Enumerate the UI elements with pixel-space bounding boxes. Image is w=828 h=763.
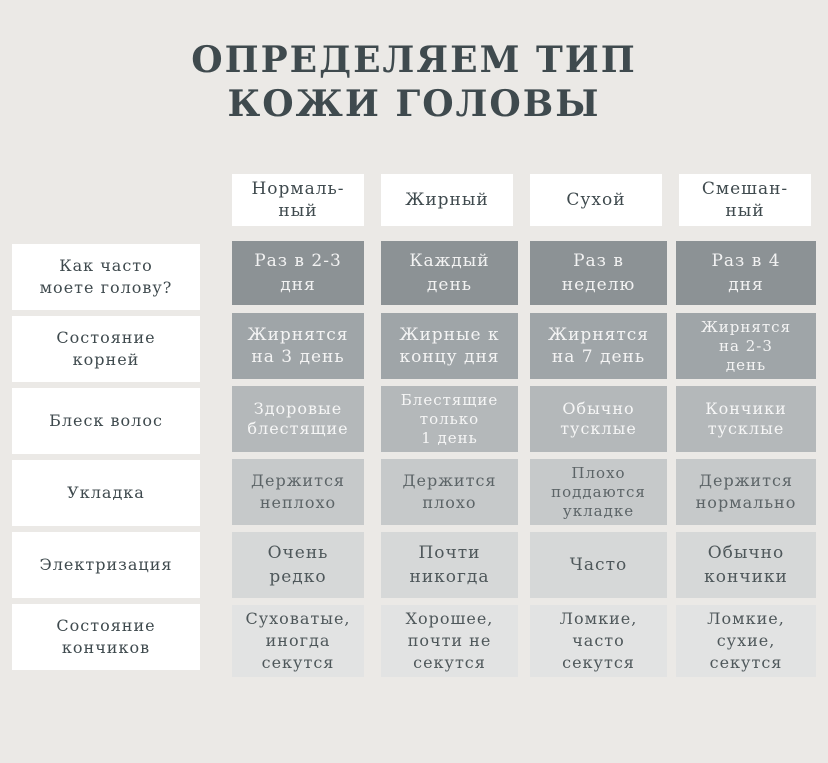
table-cell: Держится неплохо [232,459,364,525]
table-cell: Раз в неделю [530,241,667,305]
column-header-oily: Жирный [381,174,513,226]
row-header-styling: Укладка [12,460,200,526]
table-cell: Ломкие, сухие, секутся [676,605,816,677]
table-cell: Обычно кончики [676,532,816,598]
table-cell: Держится плохо [381,459,518,525]
column-header-dry: Сухой [530,174,662,226]
table-cell: Каждый день [381,241,518,305]
row-header-roots-condition: Состояние корней [12,316,200,382]
table-cell: Очень редко [232,532,364,598]
table-cell: Держится нормально [676,459,816,525]
title-line-1: ОПРЕДЕЛЯЕМ ТИП [191,39,637,81]
table-cell: Жирнятся на 7 день [530,313,667,379]
table-cell: Блестящие только 1 день [381,386,518,452]
table-cell: Раз в 4 дня [676,241,816,305]
row-header-ends-condition: Состояние кончиков [12,604,200,670]
page-title [0,38,828,126]
table-cell: Жирные к концу дня [381,313,518,379]
table-cell: Плохо поддаются укладке [530,459,667,525]
column-header-normal: Нормаль- ный [232,174,364,226]
table-cell: Почти никогда [381,532,518,598]
row-header-wash-frequency: Как часто моете голову? [12,244,200,310]
table-cell: Ломкие, часто секутся [530,605,667,677]
table-cell: Здоровые блестящие [232,386,364,452]
table-cell: Жирнятся на 2-3 день [676,313,816,379]
title-line-2: КОЖИ ГОЛОВЫ [227,83,601,125]
table-cell: Кончики тусклые [676,386,816,452]
table-cell: Раз в 2-3 дня [232,241,364,305]
table-cell: Суховатые, иногда секутся [232,605,364,677]
table-cell: Часто [530,532,667,598]
column-header-combination: Смешан- ный [679,174,811,226]
table-cell: Обычно тусклые [530,386,667,452]
row-header-static: Электризация [12,532,200,598]
row-header-hair-shine: Блеск волос [12,388,200,454]
table-cell: Жирнятся на 3 день [232,313,364,379]
table-cell: Хорошее, почти не секутся [381,605,518,677]
